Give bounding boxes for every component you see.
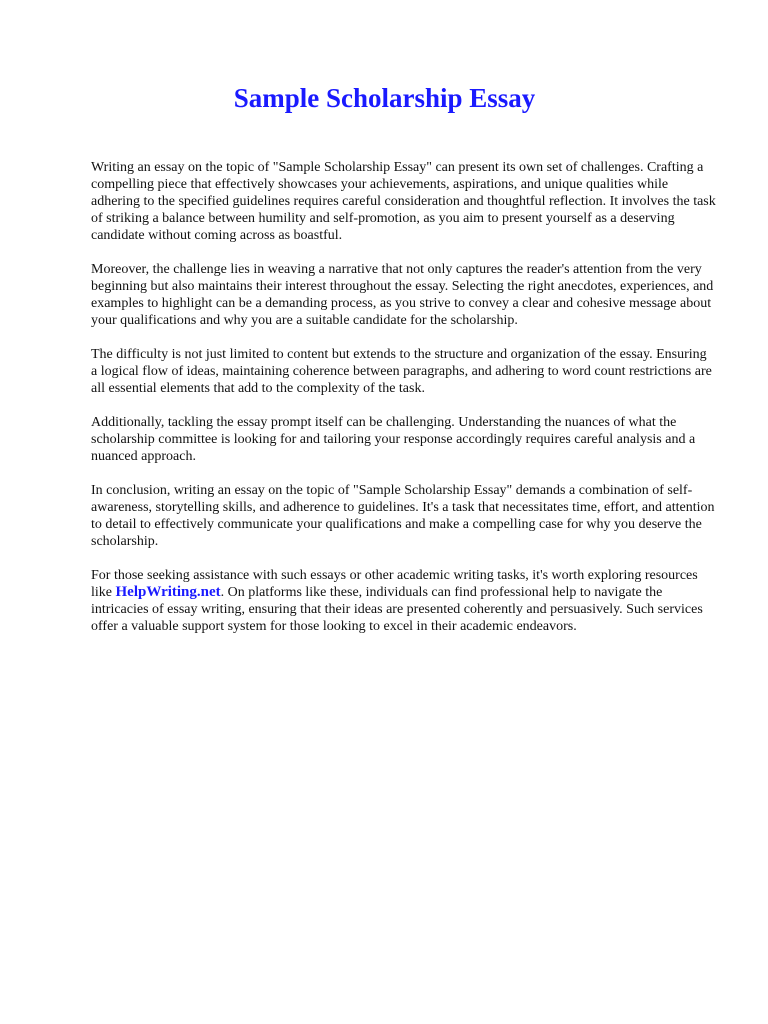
paragraph-3: The difficulty is not just limited to content but extends to the structure and organization of the essay. Ensuring a logical flow of ideas, maintaining coherence between paragraphs, and adhering to word count restrictions are all essential elements that add to the complexity of the task.: [91, 347, 712, 396]
helpwriting-link[interactable]: HelpWriting.net: [115, 584, 221, 600]
paragraph-1: Writing an essay on the topic of "Sample Scholarship Essay" can present its own set of challenges. Crafting a compelling piece that effectively showcases your achievements, aspirations, and unique qualities while adhering to the specified guidelines requires careful consideration and thoughtful reflection. It involves the task of striking a balance between humility and self-promotion, as you aim to present yourself as a deserving candidate without coming across as boastful.: [91, 160, 716, 243]
paragraph-2: Moreover, the challenge lies in weaving a narrative that not only captures the reader's attention from the very beginning but also maintains their interest throughout the essay. Selecting the right anecdotes, experiences, and examples to highlight can be a demanding process, as you strive to convey a clear and cohesive message about your qualifications and why you are a suitable candidate for the scholarship.: [91, 262, 714, 328]
paragraph-6-after-link: . On platforms like these, individuals can find professional help to navigate the intricacies of essay writing, ensuring that their ideas are presented coherently and persuasively. Such services offer a valuable support system for those looking to excel in their academic endeavors.: [91, 585, 703, 634]
paragraph-4: Additionally, tackling the essay prompt itself can be challenging. Understanding the nuances of what the scholarship committee is looking for and tailoring your response accordingly requires careful analysis and a nuanced approach.: [91, 415, 696, 464]
paragraph-5: In conclusion, writing an essay on the topic of "Sample Scholarship Essay" demands a combination of self-awareness, storytelling skills, and adherence to guidelines. It's a task that necessitates time, effort, and attention to detail to effectively communicate your qualifications and make a compelling case for why you deserve the scholarship.: [91, 483, 715, 549]
document-title: Sample Scholarship Essay: [233, 83, 536, 113]
paragraph-6-before-link: For those seeking assistance with such essays or other academic writing tasks, it's worth exploring resources like: [91, 568, 698, 600]
paragraph-6: [91, 567, 716, 635]
